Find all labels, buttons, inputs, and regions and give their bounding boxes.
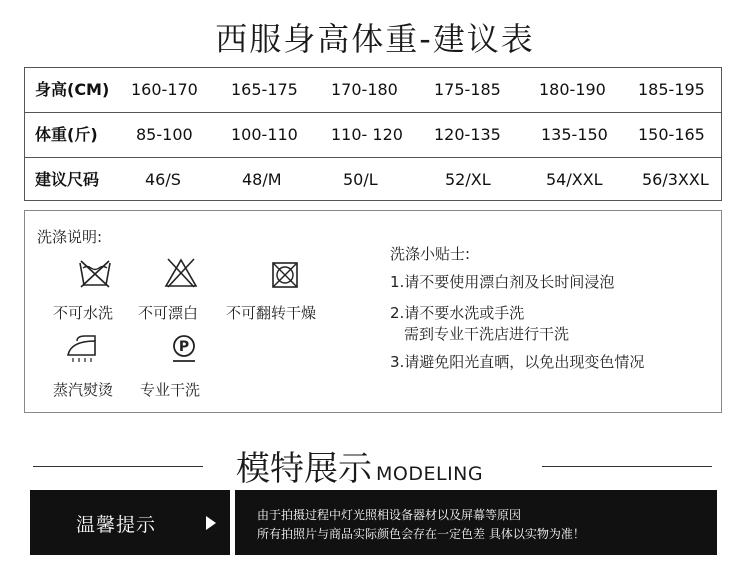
notice-line: 由于拍摄过程中灯光照相设备器材以及屏幕等原因	[257, 508, 522, 522]
table-cell: 48/M	[242, 170, 282, 189]
row-header: 体重(斤)	[35, 125, 98, 144]
section-title	[236, 441, 483, 490]
table-cell: 85-100	[136, 125, 193, 144]
section-subtitle: MODELING	[376, 463, 484, 485]
notice-line: 所有拍照片与商品实际颜色会存在一定色差 具体以实物为准！	[257, 527, 585, 541]
no-wash-icon	[77, 259, 113, 289]
row-header: 建议尺码	[35, 170, 100, 189]
steam-iron-icon	[65, 333, 109, 363]
table-cell: 54/XXL	[546, 170, 603, 189]
table-row-weight	[25, 112, 721, 157]
tip-line: 2.请不要水洗或手洗	[390, 304, 525, 322]
tip-line: 需到专业干洗店进行干洗	[404, 325, 570, 343]
no-tumble-dry-icon	[271, 261, 299, 289]
table-cell: 160-170	[131, 80, 198, 99]
no-bleach-icon	[163, 257, 199, 289]
care-label: 不可漂白	[138, 304, 199, 322]
professional-dry-clean-icon	[170, 334, 198, 364]
tip-line: 1.请不要使用漂白剂及长时间浸泡	[390, 273, 615, 291]
care-label: 蒸汽熨烫	[53, 381, 114, 399]
care-heading: 洗涤说明:	[37, 228, 103, 246]
size-table	[24, 67, 722, 201]
dry-clean-letter: P	[178, 339, 190, 355]
notice-label: 温馨提示	[76, 514, 157, 536]
row-header: 身高(CM)	[35, 80, 110, 99]
table-row-height	[25, 68, 721, 112]
tip-line: 3.请避免阳光直晒，以免出现变色情况	[390, 353, 645, 371]
table-cell: 165-175	[231, 80, 298, 99]
section-title-text: 模特展示	[236, 449, 372, 489]
notice-text-box	[235, 490, 717, 555]
care-label: 专业干洗	[140, 381, 201, 399]
tips-title: 洗涤小贴士:	[390, 245, 471, 263]
care-label: 不可翻转干燥	[226, 304, 317, 322]
table-cell: 100-110	[231, 125, 298, 144]
table-cell: 180-190	[539, 80, 606, 99]
play-arrow-icon	[206, 516, 216, 530]
table-cell: 135-150	[541, 125, 608, 144]
table-cell: 120-135	[434, 125, 501, 144]
table-cell: 52/XL	[445, 170, 491, 189]
divider-left	[33, 466, 203, 467]
divider-right	[542, 466, 712, 467]
care-instructions-panel	[24, 210, 722, 413]
table-cell: 110- 120	[331, 125, 403, 144]
care-label: 不可水洗	[53, 304, 114, 322]
table-cell: 46/S	[145, 170, 181, 189]
table-cell: 170-180	[331, 80, 398, 99]
table-cell: 56/3XXL	[642, 170, 709, 189]
notice-label-box	[30, 490, 230, 555]
table-cell: 150-165	[638, 125, 705, 144]
table-cell: 185-195	[638, 80, 705, 99]
table-row-size	[25, 157, 721, 202]
table-cell: 50/L	[343, 170, 378, 189]
table-cell: 175-185	[434, 80, 501, 99]
page-title: 西服身高体重-建议表	[215, 20, 535, 58]
